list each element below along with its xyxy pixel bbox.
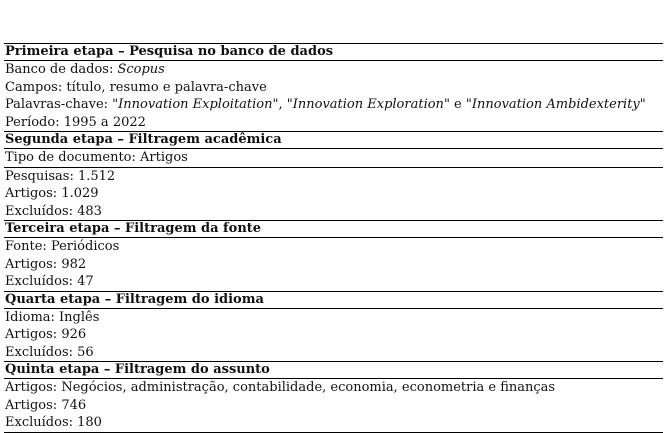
keyword-end: " [639,97,646,112]
document-type-row: Tipo de documento: Artigos [4,149,663,168]
database-row [4,61,663,79]
excluded-row: Excluídos: 180 [5,415,102,430]
source-row: Fonte: Periódicos [5,239,120,254]
section-title-stage-4: Quarta etapa – Filtragem do idioma [4,292,663,309]
section-body-stage-5 [4,379,663,433]
searches-row: Pesquisas: 1.512 [5,168,116,184]
keywords-label: Palavras-chave: " [5,97,119,112]
section-title-stage-1: Primeira etapa – Pesquisa no banco de dados [4,44,663,61]
keyword-separator-2: " e " [443,97,472,112]
section-title-stage-2: Segunda etapa – Filtragem acadêmica [4,132,663,149]
excluded-row: Excluídos: 47 [5,274,94,289]
excluded-row: Excluídos: 483 [5,203,102,219]
section-body-stage-2 [4,168,663,222]
articles-row: Artigos: 746 [5,397,87,413]
language-row: Idioma: Inglês [5,309,100,325]
keyword-3: Innovation Ambidexterity [471,97,640,112]
keywords-row [4,96,663,114]
section-body-stage-1 [4,61,663,132]
section-body-stage-3 [4,238,663,292]
keyword-separator-1: ", " [272,97,293,112]
articles-row: Artigos: 982 [5,256,87,272]
methodology-table [4,43,663,433]
fields-row: Campos: título, resumo e palavra-chave [5,79,267,95]
period-row: Período: 1995 a 2022 [5,114,146,130]
section-body-stage-4 [4,309,663,363]
section-title-stage-3: Terceira etapa – Filtragem da fonte [4,221,663,238]
keyword-1: Innovation Exploitation [118,97,273,112]
database-value: Scopus [117,62,165,77]
subjects-row: Artigos: Negócios, administração, contabilidade, economia, econometria e finanças [5,380,556,395]
section-title-stage-5: Quinta etapa – Filtragem do assunto [4,362,663,379]
keyword-2: Innovation Exploration [292,97,444,112]
articles-row: Artigos: 1.029 [5,186,99,201]
excluded-row: Excluídos: 56 [5,344,94,360]
articles-row: Artigos: 926 [5,327,87,342]
database-label: Banco de dados: [5,62,118,77]
